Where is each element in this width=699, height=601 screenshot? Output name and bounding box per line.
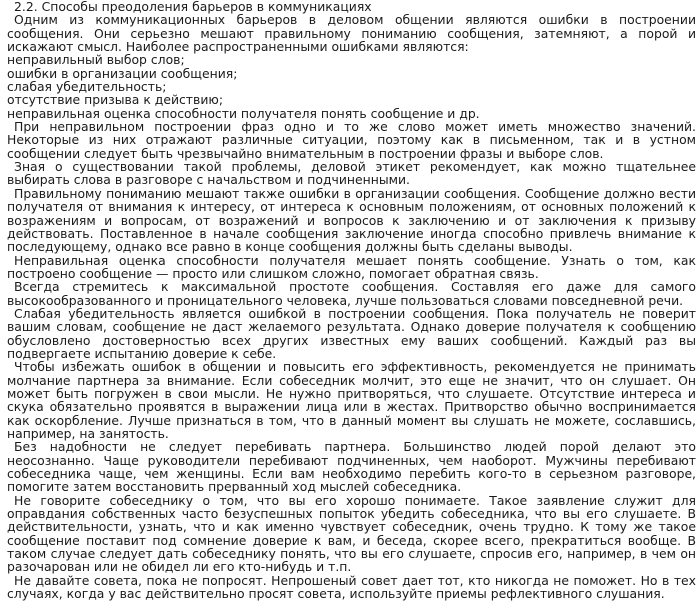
paragraph: Без надобности не следует перебивать партнера. Большинство людей порой делают это неосознанно. Чаще руководители перебивают подчиненных, чем наоборот. Мужчины перебивают собеседника чаще, чем женщины. Если вам необходимо перебить кого-то в серьезном разговоре, помогите затем восстановить прерванный ход мыслей собеседника. xyxy=(7,439,696,495)
paragraph: Слабая убедительность является ошибкой в построении сообщения. Пока получатель не поверит вашим словам, сообщение не даст желаемого результата. Однако доверие получателя к сообщению обусловлено достоверностью всех других известных ему ваших сообщений. Каждый раз вы подвергаете испытанию доверие к себе. xyxy=(7,305,696,361)
list-item: слабая убедительность; xyxy=(7,79,167,95)
paragraph: Одним из коммуникационных барьеров в деловом общении являются ошибки в построении сообщения. Они серьезно мешают правильному пониманию сообщения, затемняют, а порой и искажают смысл. Наиболее распространенными ошибками являются: xyxy=(7,12,696,55)
paragraph: Не говорите собеседнику о том, что вы его хорошо понимаете. Такое заявление служит для оправдания собственных часто безуспешных попыток убедить собеседника, что вы его слушаете. В действительности, узнать, что и как именно чувствует собеседник, очень трудно. К тому же такое сообщение поставит под сомнение доверие к вам, и беседа, скорее всего, прекратиться вообще. В таком случае следует дать собеседнику понять, что вы его слушаете, спросив его, например, в чем он разочарован или не обидел ли его кто-нибудь и т.п. xyxy=(7,492,696,575)
list-item: неправильная оценка способности получателя понять сообщение и др. xyxy=(7,105,480,121)
section-heading: 2.2. Способы преодоления барьеров в коммуникациях xyxy=(14,0,372,14)
list-item: ошибки в организации сообщения; xyxy=(7,65,238,81)
paragraph: Не давайте совета, пока не попросят. Непрошеный совет дает тот, кто никогда не поможет. Но в тех случаях, когда у вас действительно просят совета, используйте приемы рефлективного слушания. xyxy=(7,572,696,601)
paragraph: При неправильном построении фраз одно и то же слово может иметь множество значений. Некоторые из них отражают различные ситуации, поэтому как в письменном, так и в устном сообщении следует быть чрезвычайно внимательным в построении фразы и выборе слов. xyxy=(7,119,696,161)
paragraph: Правильному пониманию мешают также ошибки в организации сообщения. Сообщение должно вести получателя от внимания к интересу, от интереса к основным положениям, от основных положений к возражениям и вопросам, от возражений и вопросов к заключению и от заключения к призыву действовать. Поставленное в начале сообщения заключение иногда способно привлечь внимание к последующему, однако все равно в конце сообщения должны быть сделаны выводы. xyxy=(7,185,696,255)
paragraph: Всегда стремитесь к максимальной простоте сообщения. Составляя его даже для самого высокообразованного и проницательного человека, лучше пользоваться словами повседневной речи. xyxy=(7,279,696,308)
paragraph: Неправильная оценка способности получателя мешает понять сообщение. Узнать о том, как построено сообщение — просто или слишком сложно, помогает обратная связь. xyxy=(7,252,696,281)
paragraph: Чтобы избежать ошибок в общении и повысить его эффективность, рекомендуется не принимать молчание партнера за внимание. Если собеседник молчит, это еще не значит, что он слушает. Он может быть погружен в свои мысли. Не нужно притворяться, что слушаете. Отсутствие интереса и скука обязательно проявятся в выражении лица или в жестах. Притворство обычно воспринимается как оскорбление. Лучше признаться в том, что в данный момент вы слушать не можете, сославшись, например, на занятость. xyxy=(7,359,696,441)
list-item: отсутствие призыва к действию; xyxy=(7,92,223,108)
paragraph: Зная о существовании такой проблемы, деловой этикет рекомендует, как можно тщательнее выбирать слова в разговоре с начальством и подчиненными. xyxy=(7,159,696,188)
list-item: неправильный выбор слов; xyxy=(7,52,185,68)
